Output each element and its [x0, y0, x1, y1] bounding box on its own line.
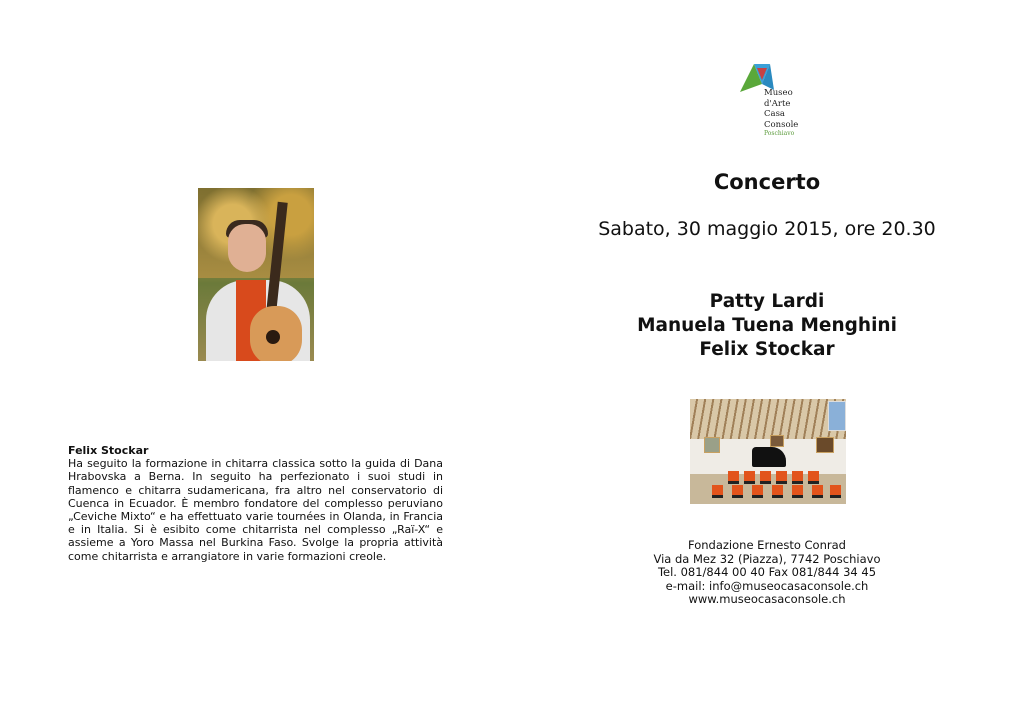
performer-bio — [68, 444, 443, 563]
contact-info — [567, 539, 967, 607]
logo-line: d'Arte — [764, 98, 791, 109]
bio-text: Ha seguito la formazione in chitarra classica sotto la guida di Dana Hrabovska a Berna. In seguito ha perfezionato i suoi studi in flamenco e chitarra sudamericana, fra altro nel conservatorio di Cuenca in Ecuador. È membro fondatore del complesso peruviano „Ceviche Mixto“ e ha effettuato varie tournées in Olanda, in Francia e in Italia. Si è esibito come chitarrista nel complesso „Raï-X“ e assieme a Yoro Massa nel Burkina Faso. Svolge la propria attività come chitarrista e arrangiatore in varie formazioni creole. — [68, 457, 443, 563]
performer-photo — [198, 188, 314, 361]
museum-logo-text — [764, 88, 798, 138]
performer-name: Manuela Tuena Menghini — [637, 315, 897, 336]
performer-name: Felix Stockar — [699, 339, 835, 360]
concert-title: Concerto — [713, 170, 821, 194]
concert-hall-photo — [690, 399, 846, 504]
performers-list — [567, 290, 967, 362]
contact-line: Fondazione Ernesto Conrad — [688, 538, 846, 552]
concert-date: Sabato, 30 maggio 2015, ore 20.30 — [598, 218, 936, 240]
logo-line: Casa — [764, 109, 786, 119]
bio-name: Felix Stockar — [68, 444, 149, 457]
logo-place: Poschiavo — [764, 130, 795, 137]
contact-line: Tel. 081/844 00 40 Fax 081/844 34 45 — [657, 565, 877, 579]
contact-email: e-mail: info@museocasaconsole.ch — [665, 578, 869, 593]
contact-website: www.museocasaconsole.ch — [688, 592, 846, 606]
logo-line: Console — [764, 119, 799, 130]
contact-line: Via da Mez 32 (Piazza), 7742 Poschiavo — [653, 551, 881, 566]
performer-name: Patty Lardi — [709, 291, 825, 312]
logo-line: Museo — [764, 88, 793, 98]
